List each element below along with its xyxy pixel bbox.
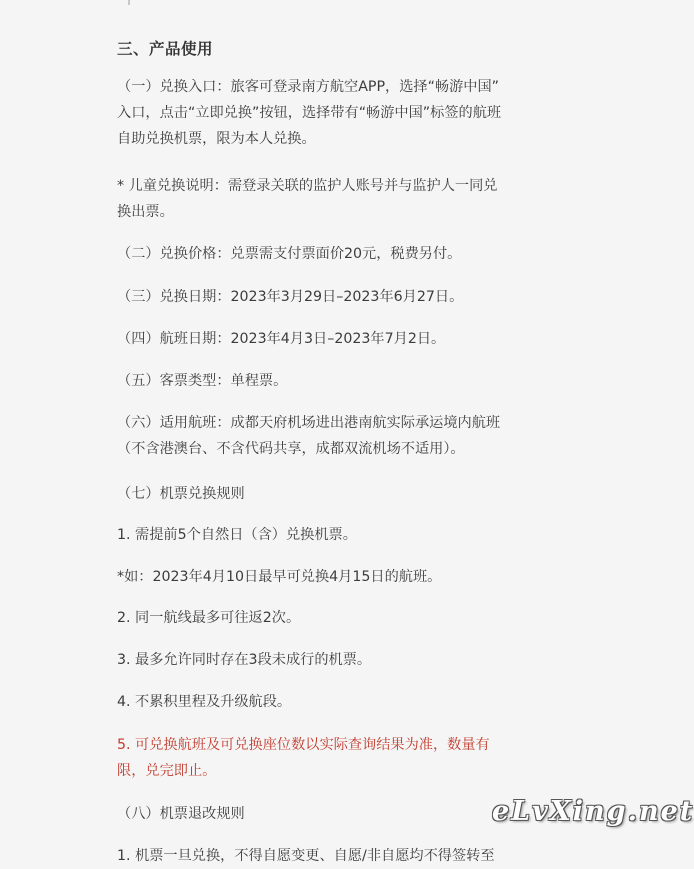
rule-item-1: 1. 需提前5个自然日（含）兑换机票。	[117, 527, 357, 543]
redeem-entry-line: 自助兑换机票，限为本人兑换。	[117, 131, 316, 147]
ticket-type-paragraph: （五）客票类型：单程票。	[117, 373, 288, 389]
applicable-flights-paragraph	[117, 410, 537, 462]
refund-heading: （八）机票退改规则	[117, 806, 245, 822]
price-paragraph: （二）兑换价格：兑票需支付票面价20元，税费另付。	[117, 246, 462, 262]
section-heading: 三、产品使用	[117, 40, 214, 58]
rule-item-2: 2. 同一航线最多可往返2次。	[117, 610, 301, 626]
rule-item-3: 3. 最多允许同时存在3段未成行的机票。	[117, 652, 372, 668]
rule-item-5-highlight	[117, 732, 537, 784]
applicable-flights-line: （六）适用航班：成都天府机场进出港南航实际承运境内航班	[117, 415, 501, 431]
rules-heading: （七）机票兑换规则	[117, 486, 245, 502]
child-note-line: 换出票。	[117, 204, 174, 220]
flight-dates-paragraph: （四）航班日期：2023年4月3日–2023年7月2日。	[117, 331, 446, 347]
redeem-dates-paragraph: （三）兑换日期：2023年3月29日–2023年6月27日。	[117, 289, 464, 305]
child-note-paragraph	[117, 173, 537, 225]
redeem-entry-line: 入口，点击“立即兑换”按钮，选择带有“畅游中国”标签的航班	[117, 105, 502, 121]
site-watermark: eLvXing.net	[492, 796, 694, 827]
top-divider	[128, 0, 130, 5]
redeem-entry-paragraph	[117, 74, 537, 152]
child-note-line: * 儿童兑换说明：需登录关联的监护人账号并与监护人一同兑	[117, 178, 498, 194]
refund-rule-1-cutoff: 1. 机票一旦兑换，不得自愿变更、自愿/非自愿均不得签转至	[117, 848, 495, 864]
rule-5-line: 限，兑完即止。	[117, 763, 217, 779]
applicable-flights-line: （不含港澳台、不含代码共享，成都双流机场不适用）。	[117, 441, 465, 457]
rule-item-4: 4. 不累积里程及升级航段。	[117, 694, 292, 710]
rule-5-line: 5. 可兑换航班及可兑换座位数以实际查询结果为准，数量有	[117, 737, 490, 753]
redeem-entry-line: （一）兑换入口：旅客可登录南方航空APP，选择“畅游中国”	[117, 79, 500, 95]
rule-1-example: *如：2023年4月10日最早可兑换4月15日的航班。	[117, 569, 442, 585]
